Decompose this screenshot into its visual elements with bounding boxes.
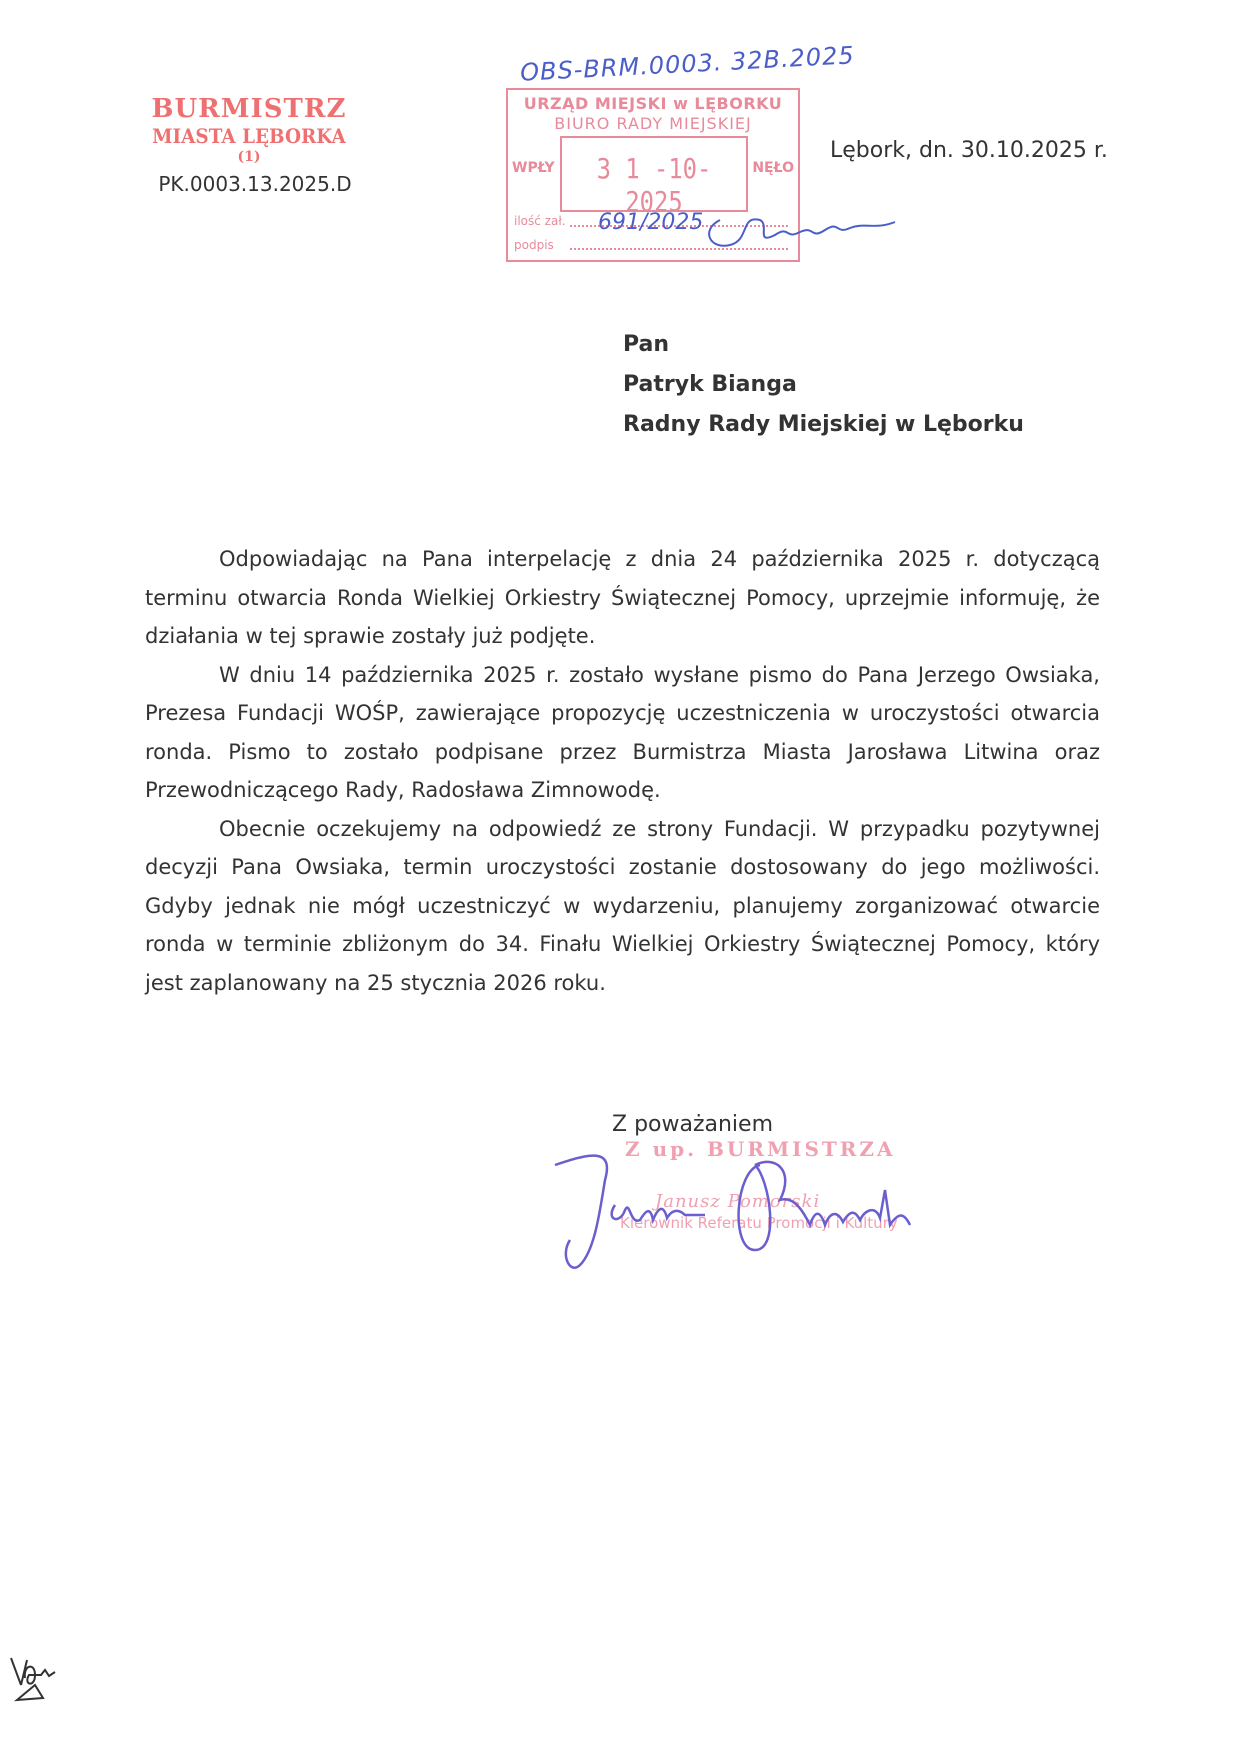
reference-number: PK.0003.13.2025.D: [158, 172, 352, 196]
mayor-stamp-city: MIASTA LĘBORKA: [152, 124, 346, 148]
signature-stamp-authorization: Z up. BURMISTRZA: [625, 1137, 896, 1161]
registrar-signature-scribble: [700, 200, 900, 260]
letter-body: [145, 540, 1100, 1002]
initials-mark: [5, 1650, 65, 1710]
stamp-label-left: WPŁY: [512, 160, 555, 176]
attachments-label: ilość zał.: [514, 214, 566, 228]
body-paragraph: Obecnie oczekujemy na odpowiedź ze strony Fundacji. W przypadku pozytywnej decyzji Pana Owsiaka, termin uroczystości zostanie dostosowany do jego możliwości. Gdyby jednak nie mógł uczestniczyć w wydarzeniu, planujemy zorganizować otwarcie ronda w terminie zbliżonym do 34. Finału Wielkiej Orkiestry Świątecznej Pomocy, który jest zaplanowany na 25 stycznia 2026 roku.: [145, 816, 1100, 995]
recipient-name: Patryk Bianga: [623, 372, 797, 397]
registration-stamp-office: URZĄD MIEJSKI w LĘBORKU: [523, 94, 783, 113]
registration-stamp-department: BIURO RADY MIEJSKIEJ: [554, 114, 752, 133]
stamp-label-right: NĘŁO: [752, 160, 794, 176]
signature-stamp-name: Janusz Pomorski: [655, 1191, 821, 1212]
mayor-stamp-number: (1): [237, 149, 261, 165]
handwritten-registration-number: OBS-BRM.0003. 32B.2025: [519, 41, 856, 87]
signature-label: podpis: [514, 238, 554, 252]
body-paragraph: W dniu 14 października 2025 r. zostało wysłane pismo do Pana Jerzego Owsiaka, Prezesa Fundacji WOŚP, zawierające propozycję uczestniczenia w uroczystości otwarcia ronda. Pismo to zostało podpisane przez Burmistrza Miasta Jarosława Litwina oraz Przewodniczącego Rady, Radosława Zimnowodę.: [145, 662, 1100, 802]
signature-stamp-position: Kierownik Referatu Promocji i Kultury: [620, 1214, 898, 1232]
mayor-stamp: [140, 94, 358, 166]
mayor-stamp-title: BURMISTRZ: [151, 94, 347, 124]
recipient-title: Radny Rady Miejskiej w Lęborku: [623, 412, 1024, 437]
recipient-salutation: Pan: [623, 332, 670, 357]
handwritten-entry-number: 691/2025: [598, 210, 704, 235]
letter-date: Lębork, dn. 30.10.2025 r.: [830, 138, 1108, 163]
body-paragraph: Odpowiadając na Pana interpelację z dnia 24 października 2025 r. dotyczącą terminu otwarcia Ronda Wielkiej Orkiestry Świątecznej Pomocy, uprzejmie informuję, że działania w tej sprawie zostały już podjęte.: [145, 547, 1100, 648]
closing: Z poważaniem: [612, 1112, 774, 1137]
recipient-block: [623, 325, 1024, 445]
received-date: 3 1 -10- 2025: [596, 152, 712, 218]
handwritten-signature: [545, 1140, 965, 1280]
